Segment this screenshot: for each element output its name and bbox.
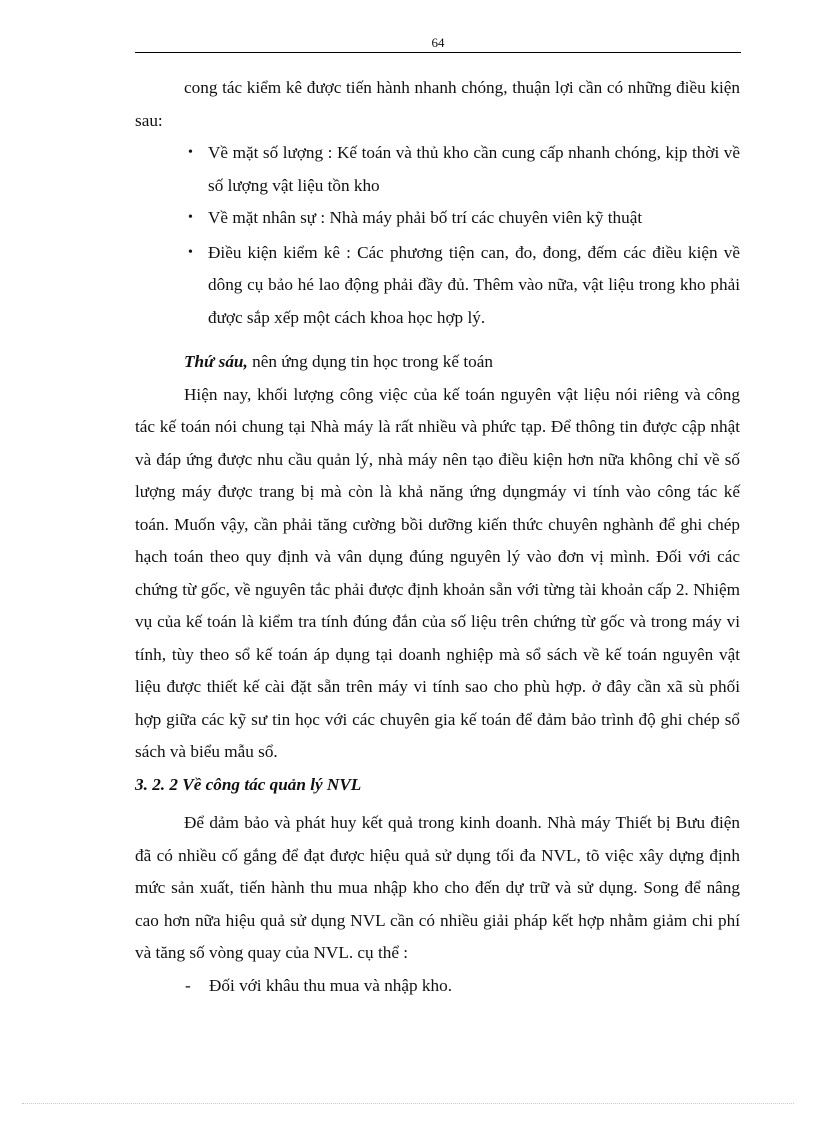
intro-paragraph: cong tác kiểm kê được tiến hành nhanh chóng, thuận lợi cần có những điều kiện sau: <box>135 78 740 130</box>
sixth-label: Thứ sáu, <box>184 352 248 371</box>
bullet-icon: • <box>188 210 193 225</box>
list-item <box>188 202 740 235</box>
list-item-text: Về mặt số lượng : Kế toán và thủ kho cần cung cấp nhanh chóng, kịp thời về số lượng vật liệu tồn kho <box>208 143 740 195</box>
conditions-list <box>135 137 740 334</box>
bullet-icon: • <box>188 244 193 260</box>
page-number: 64 <box>431 35 445 50</box>
list-item-text: Đối với khâu thu mua và nhập kho. <box>209 975 452 995</box>
list-item-text: Về mặt nhân sự : Nhà máy phải bố trí các chuyên viên kỹ thuật <box>208 208 643 227</box>
list-item <box>188 137 740 202</box>
footer-divider <box>22 1103 794 1104</box>
dash-icon: - <box>185 975 191 995</box>
bullet-icon: • <box>188 145 193 160</box>
sixth-point <box>135 346 740 379</box>
page-content <box>135 72 740 1002</box>
list-item <box>185 970 740 1003</box>
section-paragraph: Để dảm bảo và phát huy kết quả trong kinh doanh. Nhà máy Thiết bị Bưu điện đã có nhiều cố gắng để đạt được hiệu quả sử dụng tối đa NVL, tõ việc xây dựng định mức sản xuất, tiến hành thu mua nhập kho cho đến dự trữ và sử dụng. Song để nâng cao hơn nữa hiệu quả sử dụng NVL cần có nhiều giải pháp kết hợp nhằm giảm chi phí và tăng số vòng quay của NVL. cụ thể : <box>135 813 740 962</box>
section-heading: 3. 2. 2 Về công tác quản lý NVL <box>135 774 362 794</box>
list-item-text: Điều kiện kiểm kê : Các phương tiện can, đo, đong, đếm các điều kiện về dông cụ bảo hé lao động phải đầy đủ. Thêm vào nữa, vật liệu trong kho phải được sắp xếp một cách khoa học hợp lý. <box>208 242 740 327</box>
list-item <box>188 237 740 335</box>
page-header <box>135 36 741 53</box>
body-paragraph: Hiện nay, khối lượng công việc của kế toán nguyên vật liệu nói riêng và công tác kế toán nói chung tại Nhà máy là rất nhiều và phức tạp. Để thông tin được cập nhật và đáp ứng được nhu cầu quản lý, nhà máy nên tạo điều kiện hơn nữa không chỉ về số lượng máy được trang bị mà còn là khả năng ứng dụngmáy vi tính vào công tác kế toán. Muốn vậy, cần phải tăng cường bồi dưỡng kiến thức chuyên nghành để ghi chép hạch toán theo quy định và vân dụng đúng nguyên lý vào đơn vị mình. Đối với các chứng từ gốc, về nguyên tắc phải được định khoản sẵn với từng tài khoản cấp 2. Nhiệm vụ của kế toán là kiểm tra tính đúng đắn của số liệu trên chứng từ gốc và trong máy vi tính, tùy theo sổ kế toán áp dụng tại doanh nghiệp mà sổ sách về kế toán nguyên vật liệu được thiết kế cài đặt sẵn trên máy vi tính sao cho phù hợp. ở đây cần xã sù phối hợp giữa các kỹ sư tin học với các chuyên gia kế toán để đảm bảo trình độ ghi chép sổ sách và biểu mẫu sổ. <box>135 384 740 761</box>
measures-list <box>135 970 740 1003</box>
sixth-text: nên ứng dụng tin học trong kế toán <box>247 352 493 371</box>
